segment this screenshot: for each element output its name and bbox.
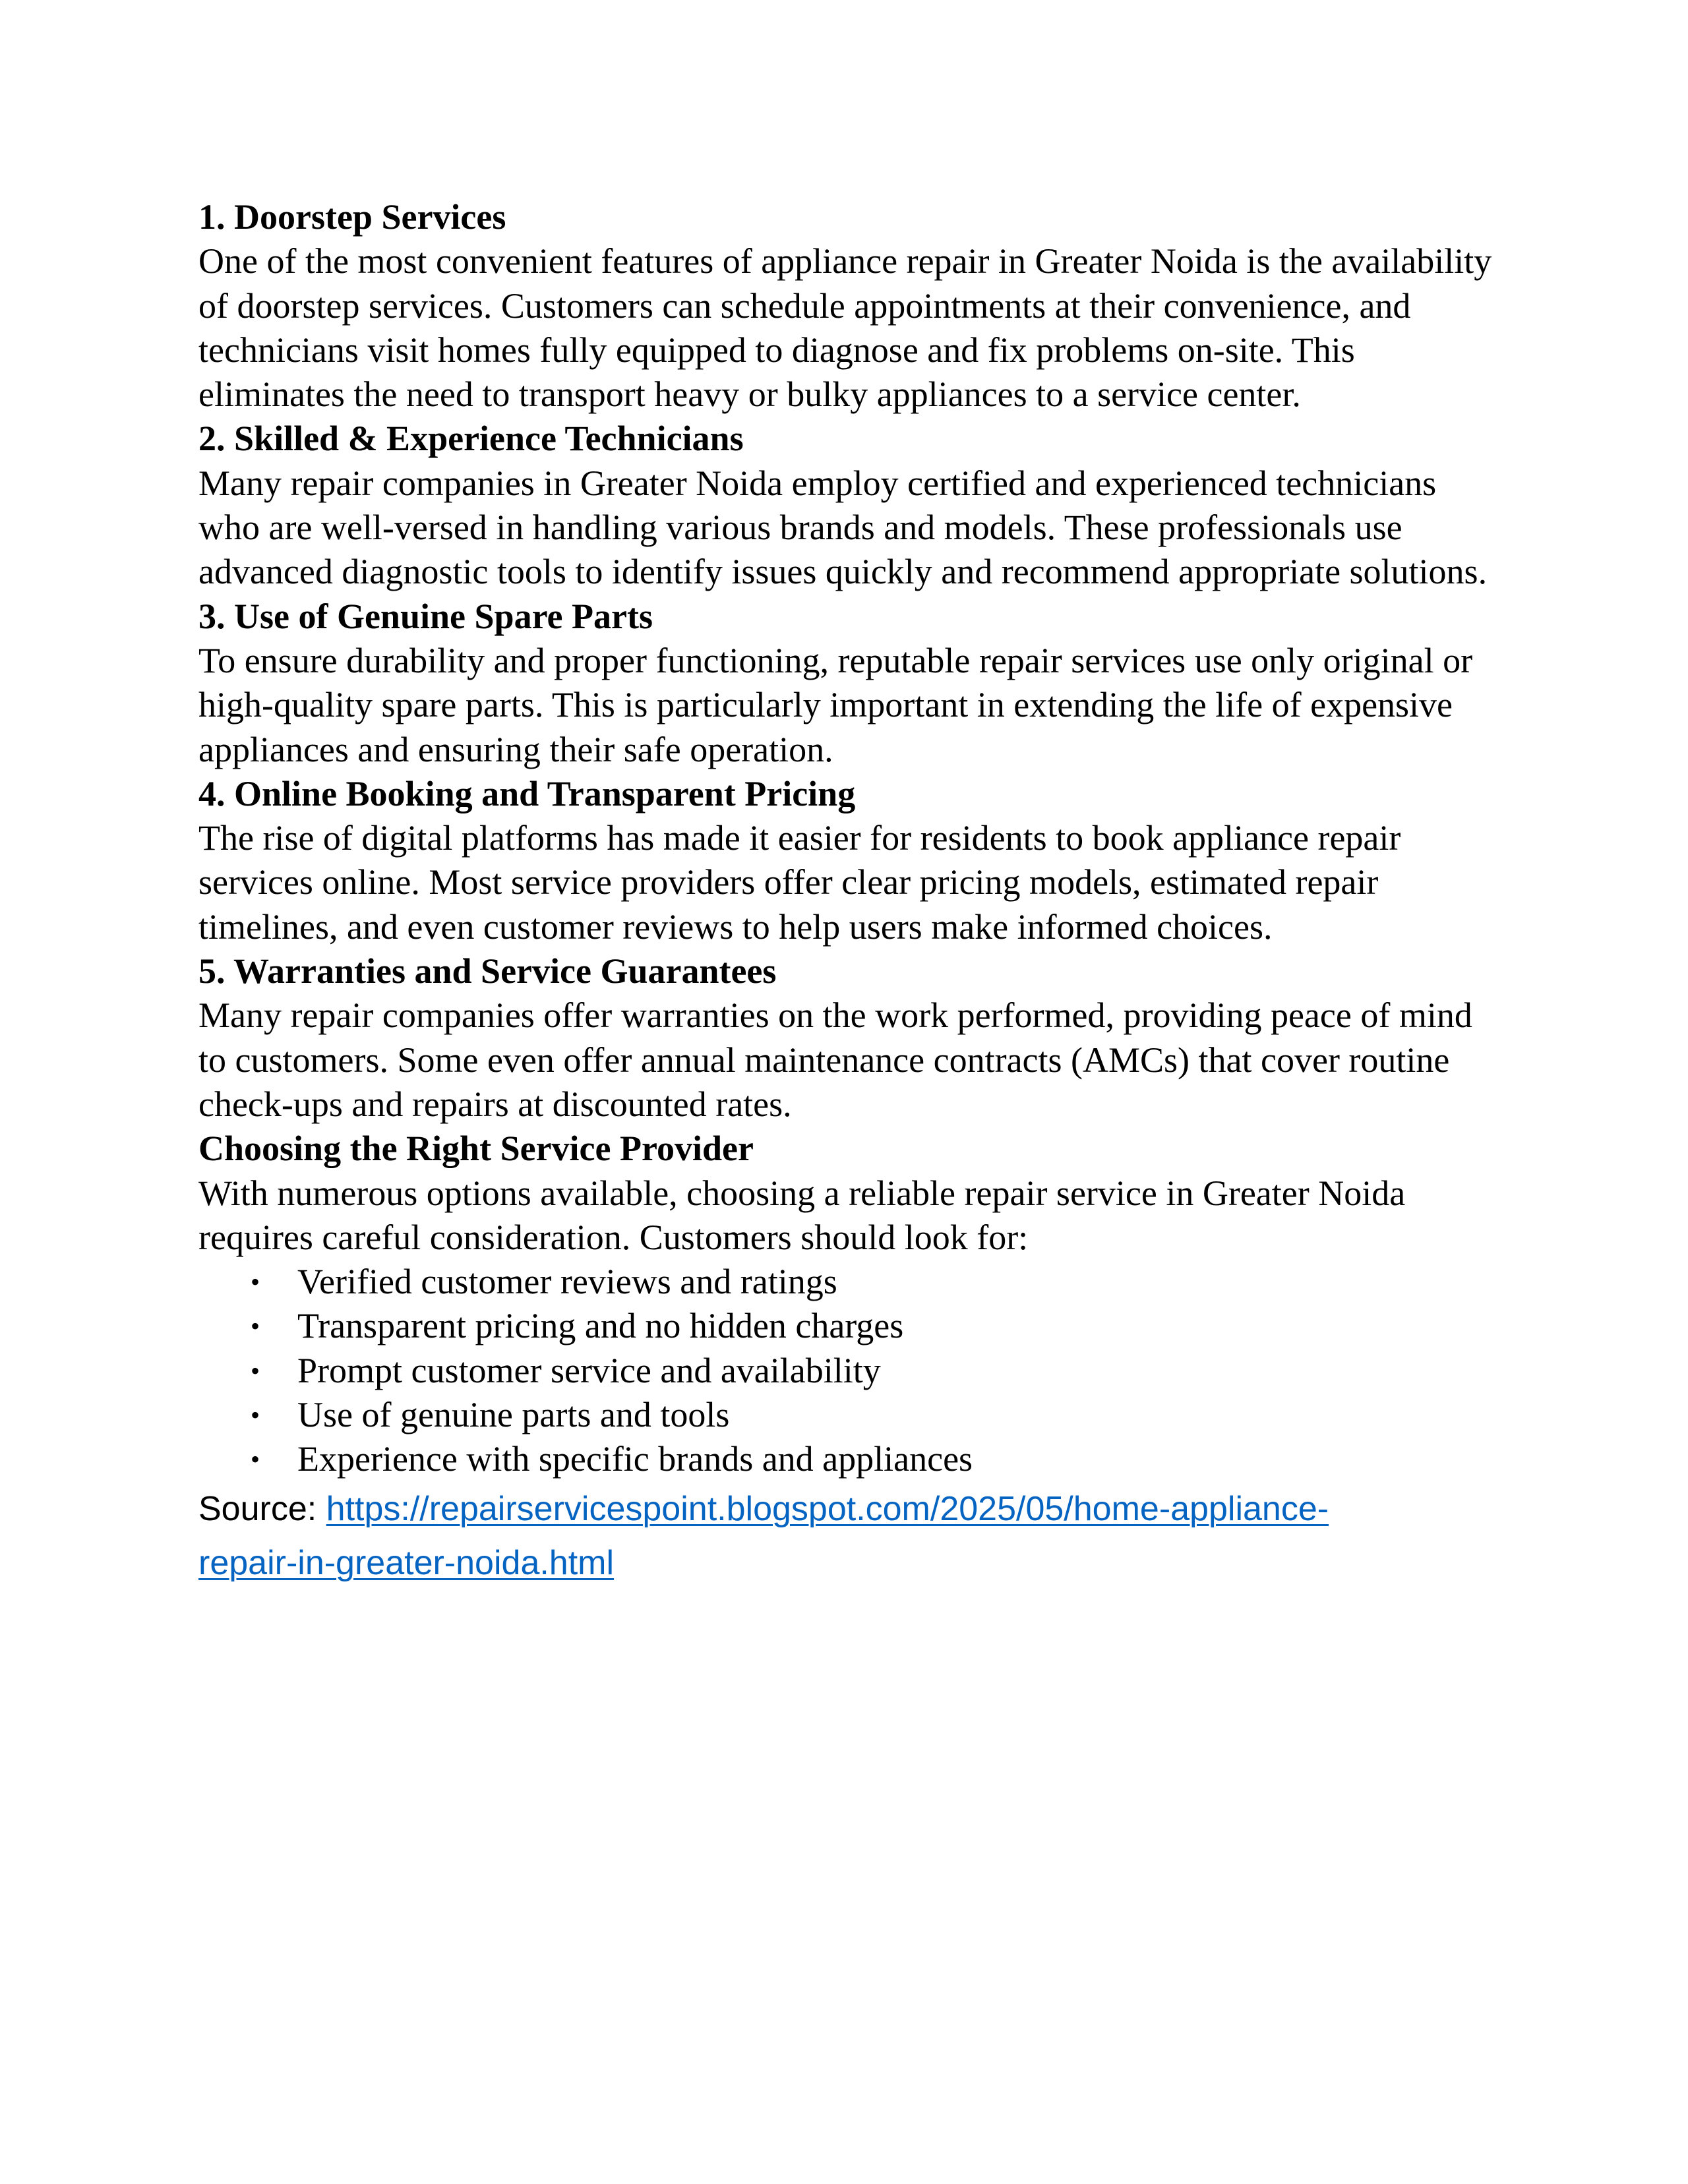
list-item-text: Experience with specific brands and appliances [297,1439,973,1479]
section-body: Many repair companies offer warranties on the work performed, providing peace of mind to customers. Some even offer annual maintenance contracts (AMCs) that cover routine check-ups and repairs at discounted rates. [198,995,1472,1124]
section-body: The rise of digital platforms has made it easier for residents to book appliance repair services online. Most service providers offer clear pricing models, estimated repair timelines, and even customer reviews to help users make informed choices. [198,818,1401,947]
bullet-icon: • [250,1355,260,1386]
source-line [198,1482,1504,1590]
source-link[interactable] [198,1490,1329,1582]
list-item-text: Prompt customer service and availability [297,1350,881,1390]
list-item [198,1393,1504,1437]
section-body: Many repair companies in Greater Noida employ certified and experienced technicians who are well-versed in handling various brands and models. These professionals use advanced diagnostic tools to identify issues quickly and recommend appropriate solutions. [198,463,1488,592]
section-body: To ensure durability and proper functioning, reputable repair services use only original or high-quality spare parts. This is particularly important in extending the life of expensive appliances and ensuring their safe operation. [198,640,1473,769]
section-heading: 4. Online Booking and Transparent Pricing [198,773,856,813]
list-item-text: Verified customer reviews and ratings [297,1262,837,1302]
section-heading: 2. Skilled & Experience Technicians [198,419,744,459]
document-content [198,195,1504,1590]
section-skilled-technicians [198,417,1504,594]
section-heading: 5. Warranties and Service Guarantees [198,951,777,991]
checklist [198,1260,1504,1481]
section-online-booking [198,772,1504,949]
bullet-icon: • [250,1267,260,1297]
list-item-text: Transparent pricing and no hidden charges [297,1306,904,1346]
section-body: One of the most convenient features of appliance repair in Greater Noida is the availability of doorstep services. Customers can schedule appointments at their convenience, and technicians visit homes fully equipped to diagnose and fix problems on-site. This eliminates the need to transport heavy or bulky appliances to a service center. [198,241,1492,415]
bullet-icon: • [250,1444,260,1475]
section-doorstep-services [198,195,1504,417]
source-link-line1: https://repairservicespoint.blogspot.com/2025/05/home-appliance- [326,1489,1329,1528]
section-warranties [198,949,1504,1127]
source-link-line2: repair-in-greater-noida.html [198,1543,615,1582]
section-heading: 1. Doorstep Services [198,197,506,237]
section-heading: Choosing the Right Service Provider [198,1129,754,1169]
section-heading: 3. Use of Genuine Spare Parts [198,596,653,636]
list-item-text: Use of genuine parts and tools [297,1395,730,1435]
section-genuine-spare-parts [198,595,1504,772]
section-body: With numerous options available, choosing a reliable repair service in Greater Noida requires careful consideration. Customers should look for: [198,1173,1406,1257]
bullet-icon: • [250,1311,260,1342]
source-label: Source: [198,1489,326,1528]
list-item [198,1304,1504,1348]
list-item [198,1437,1504,1481]
list-item [198,1349,1504,1393]
list-item [198,1260,1504,1304]
section-choosing-provider [198,1127,1504,1260]
bullet-icon: • [250,1400,260,1431]
